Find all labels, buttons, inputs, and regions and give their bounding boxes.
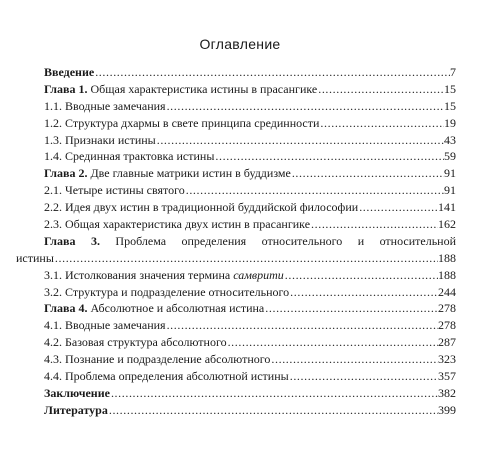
toc-entry-page: 15 (444, 98, 456, 113)
dot-leader (317, 81, 444, 98)
dot-leader (291, 165, 444, 182)
toc-entry-title: Литература (44, 402, 108, 417)
dot-leader (185, 182, 444, 199)
dot-leader (289, 368, 438, 385)
toc-entry-page: 357 (438, 369, 456, 384)
toc-entry-title: Две главные матрики истин в буддизме (90, 166, 291, 181)
toc-entry-section-1-3 (0, 132, 480, 149)
toc-entry-title: 1.1. Вводные замечания (44, 98, 166, 113)
toc-entry-title: 1.4. Срединная трактовка истины (44, 149, 215, 164)
toc-entry-chapter-4 (0, 300, 480, 317)
toc-entry-section-2-1 (0, 182, 480, 199)
toc-entry-conclusion (0, 385, 480, 402)
toc-entry-title: 2.1. Четыре истины святого (44, 183, 185, 198)
chapter-label: Глава 4. (44, 301, 88, 316)
dot-leader (358, 199, 438, 216)
chapter-label: Глава 2. (44, 166, 88, 181)
toc-entry-page: 7 (450, 65, 456, 79)
dot-leader (270, 351, 438, 368)
toc-entry-title: Абсолютное и абсолютная истина (90, 301, 265, 316)
dot-leader (319, 115, 444, 132)
toc-entry-title-continuation: истины (16, 250, 54, 265)
toc-entry-page: 188 (438, 267, 456, 282)
dot-leader (156, 132, 444, 149)
toc-entry-page: 15 (444, 81, 456, 96)
toc-entry-section-4-4 (0, 368, 480, 385)
dot-leader (166, 98, 444, 115)
toc-entry-title: 4.3. Познание и подразделение абсолютного (44, 352, 271, 367)
toc-entry-section-1-2 (0, 115, 480, 132)
dot-leader (310, 216, 438, 233)
toc-entry-page: 162 (438, 217, 456, 232)
toc-entry-title: 3.1. Истолкования значения термина (44, 267, 234, 282)
toc-entry-title: Введение (44, 65, 95, 79)
dot-leader (289, 284, 438, 301)
toc-entry-section-4-2 (0, 334, 480, 351)
toc-entry-page: 278 (438, 301, 456, 316)
dot-leader (108, 402, 438, 419)
toc-entry-page: 323 (438, 352, 456, 367)
toc-entry-page: 244 (438, 284, 456, 299)
toc-entry-page: 287 (438, 335, 456, 350)
toc-entry-bibliography (0, 402, 480, 419)
toc-entry-term: самврити (233, 267, 284, 282)
toc-entry-page: 91 (444, 166, 456, 181)
toc-entry-page: 188 (438, 250, 456, 265)
dot-leader (110, 385, 438, 402)
toc-entry-title: 1.3. Признаки истины (44, 132, 156, 147)
toc-entry-page: 382 (438, 385, 456, 400)
dot-leader (214, 148, 444, 165)
toc-entry-title: 4.1. Вводные замечания (44, 318, 166, 333)
dot-leader (227, 334, 438, 351)
toc-entry-chapter-2 (0, 165, 480, 182)
dot-leader (54, 250, 438, 267)
dot-leader (284, 267, 438, 284)
toc-entry-title: Общая характеристика истины в прасангике (90, 81, 318, 96)
toc-entry-title: Заключение (44, 385, 110, 400)
toc-title: Оглавление (199, 36, 281, 52)
toc-entry-section-2-2 (0, 199, 480, 216)
toc-entry-title: Проблема определения относительного и относительной (115, 233, 457, 248)
toc-entry-section-3-2 (0, 284, 480, 301)
chapter-label: Глава 3. (44, 233, 100, 248)
dot-leader (94, 64, 450, 81)
toc-entry-title: 2.3. Общая характеристика двух истин в прасангике (44, 217, 311, 232)
toc-entry-page: 91 (444, 183, 456, 198)
toc-entry-page: 278 (438, 318, 456, 333)
toc-entry-section-4-3 (0, 351, 480, 368)
toc-entry-section-3-1 (0, 267, 480, 284)
dot-leader (264, 300, 438, 317)
toc-entry-section-4-1 (0, 317, 480, 334)
toc-entry-page: 141 (438, 200, 456, 215)
toc-entry-introduction (0, 64, 480, 81)
chapter-label: Глава 1. (44, 81, 88, 96)
toc-entry-title: 2.2. Идея двух истин в традиционной буддийской философии (44, 200, 359, 215)
toc-entry-section-1-1 (0, 98, 480, 115)
toc-entry-chapter-3-continued (0, 250, 480, 267)
toc-entry-title: 3.2. Структура и подразделение относительного (44, 284, 290, 299)
toc-entry-section-1-4 (0, 148, 480, 165)
toc-entry-title: 4.4. Проблема определения абсолютной истины (44, 369, 289, 384)
dot-leader (166, 317, 438, 334)
toc-entry-page: 43 (444, 132, 456, 147)
toc-entry-page: 19 (444, 115, 456, 130)
toc-entry-page: 59 (444, 149, 456, 164)
toc-entry-section-2-3 (0, 216, 480, 233)
toc-entry-chapter-1 (0, 81, 480, 98)
toc-entry-title: 1.2. Структура дхармы в свете принципа срединности (44, 115, 320, 130)
toc-entry-page: 399 (438, 402, 456, 417)
table-of-contents (0, 64, 480, 419)
toc-entry-chapter-3 (0, 233, 480, 250)
toc-entry-title: 4.2. Базовая структура абсолютного (44, 335, 227, 350)
